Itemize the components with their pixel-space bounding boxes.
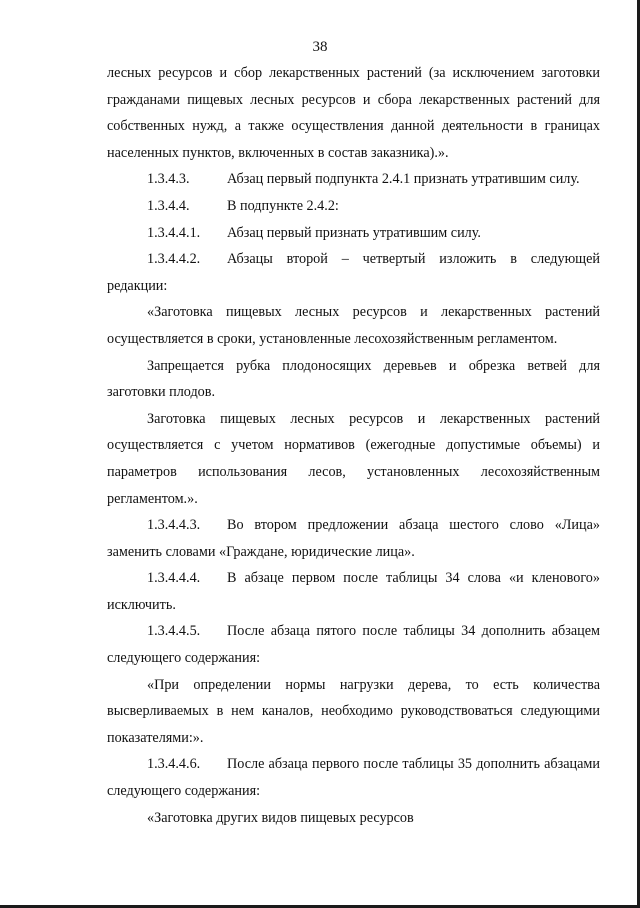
paragraph-text: «При определении нормы нагрузки дерева, то есть количества высверливаемых в нем каналов, необходимо руководствоваться следующими показателями:». [107,676,600,746]
paragraph-text: Запрещается рубка плодоносящих деревьев и обрезка ветвей для заготовки плодов. [107,357,600,401]
paragraph-continuation [107,60,600,166]
item-number: 1.3.4.4.6. [147,756,201,773]
item-text: Абзац первый признать утратившим силу. [227,224,481,241]
quoted-paragraph [107,672,600,752]
page-number: 38 [312,39,328,55]
list-item [107,565,600,618]
paragraph-text: «Заготовка других видов пищевых ресурсов [147,809,414,826]
item-number: 1.3.4.4.5. [147,623,201,640]
item-text: После абзаца первого после таблицы 35 дополнить абзацами следующего содержания: [107,756,600,800]
item-number: 1.3.4.4.3. [147,517,201,534]
list-item [107,246,600,299]
document-body [107,60,600,831]
item-text: После абзаца пятого после таблицы 34 дополнить абзацем следующего содержания: [107,623,600,667]
list-item [107,166,600,193]
paragraph-text: лесных ресурсов и сбор лекарственных растений (за исключением заготовки гражданами пищевых лесных ресурсов и сбора лекарственных растений для собственных нужд, а также осуществления данной деятельности в границах населенных пунктов, включенных в состав заказника).». [107,65,600,161]
item-number: 1.3.4.3. [147,171,190,188]
quoted-paragraph [107,805,600,832]
item-text: В подпункте 2.4.2: [227,197,339,214]
list-item [107,751,600,804]
item-text: Во втором предложении абзаца шестого слово «Лица» заменить словами «Граждане, юридические лица». [107,517,600,560]
list-item [107,193,600,220]
list-item [107,618,600,671]
item-number: 1.3.4.4.4. [147,570,201,587]
quoted-paragraph [107,406,600,512]
item-text: В абзаце первом после таблицы 34 слова «и кленового» исключить. [107,570,600,613]
quoted-paragraph [107,353,600,406]
paragraph-text: Заготовка пищевых лесных ресурсов и лекарственных растений осуществляется с учетом нормативов (ежегодные допустимые объемы) и параметров использования лесов, установленных лесохозяйственным регламентом.». [107,410,600,507]
item-number: 1.3.4.4.1. [147,224,201,241]
item-text: Абзацы второй – четвертый изложить в следующей редакции: [107,251,600,294]
item-number: 1.3.4.4. [147,197,190,214]
item-text: Абзац первый подпункта 2.4.1 признать утратившим силу. [227,171,580,188]
quoted-paragraph [107,299,600,352]
list-item [107,512,600,565]
item-number: 1.3.4.4.2. [147,251,201,268]
list-item [107,220,600,247]
paragraph-text: «Заготовка пищевых лесных ресурсов и лекарственных растений осуществляется в сроки, установленные лесохозяйственным регламентом. [107,304,600,347]
